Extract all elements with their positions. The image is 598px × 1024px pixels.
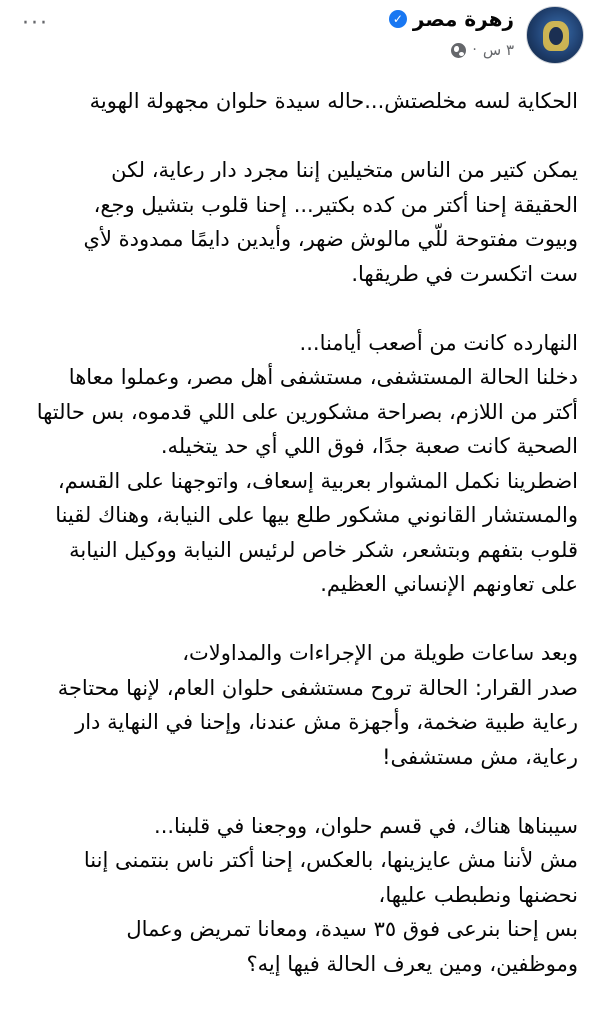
avatar-logo-center [549, 27, 563, 45]
avatar[interactable] [526, 6, 584, 64]
more-options-icon[interactable]: ··· [22, 11, 49, 36]
post-paragraph-intro: يمكن كتير من الناس متخيلين إننا مجرد دار رعاية، لكن الحقيقة إحنا أكتر من كده بكتير... إحنا قلوب بتشيل وجع، وبيوت مفتوحة للّي مالوش ضهر، وأيدين دايمًا ممدودة لأي ست اتكسرت في طريقها. [83, 158, 578, 286]
post-paragraph-closing: سيبناها هناك، في قسم حلوان، ووجعنا في قلبنا... مش لأننا مش عايزينها، بالعكس، إحنا أكتر ناس بنتمنى إننا نحضنها ونطبطب عليها، بس إحنا بنرعى فوق ٣٥ سيدة، ومعانا تمريض وعمال وموظفين، ومين يعرف الحالة فيها إيه؟ [83, 813, 578, 976]
post-paragraph-title: الحكاية لسه مخلصتش...حاله سيدة حلوان مجهولة الهوية [89, 89, 578, 113]
verified-badge-icon: ✓ [389, 10, 407, 28]
post-body [10, 84, 578, 981]
page-name-row [389, 6, 514, 32]
post-paragraph-decision: وبعد ساعات طويلة من الإجراءات والمداولات، صدر القرار: الحالة تروح مستشفى حلوان العام، لإنها محتاجة رعاية طبية ضخمة، وأجهزة مش عندنا، وإحنا في النهاية دار رعاية، مش مستشفى! [57, 641, 578, 769]
post-header [0, 0, 598, 86]
globe-icon[interactable] [451, 43, 466, 58]
page-name[interactable]: زهرة مصر [412, 7, 514, 31]
post-meta [451, 40, 514, 60]
post-timestamp[interactable]: ٣ س [482, 41, 514, 59]
post-paragraph-hospital: النهارده كانت من أصعب أيامنا... دخلنا الحالة المستشفى، مستشفى أهل مصر، وعملوا معاها أكتر من اللازم، بصراحة مشكورين على اللي قدموه، بس حالتها الصحية كانت صعبة جدًا، فوق اللي أي حد يتخيله. اضطرينا نكمل المشوار بعربية إسعاف، واتوجهنا على القسم، والمستشار القانوني مشكور طلع بيها على النيابة، وهناك لقينا قلوب بتفهم وبتشعر، شكر خاص لرئيس النيابة ووكيل النيابة على تعاونهم الإنساني العظيم. [36, 330, 578, 596]
meta-separator: · [472, 42, 477, 58]
